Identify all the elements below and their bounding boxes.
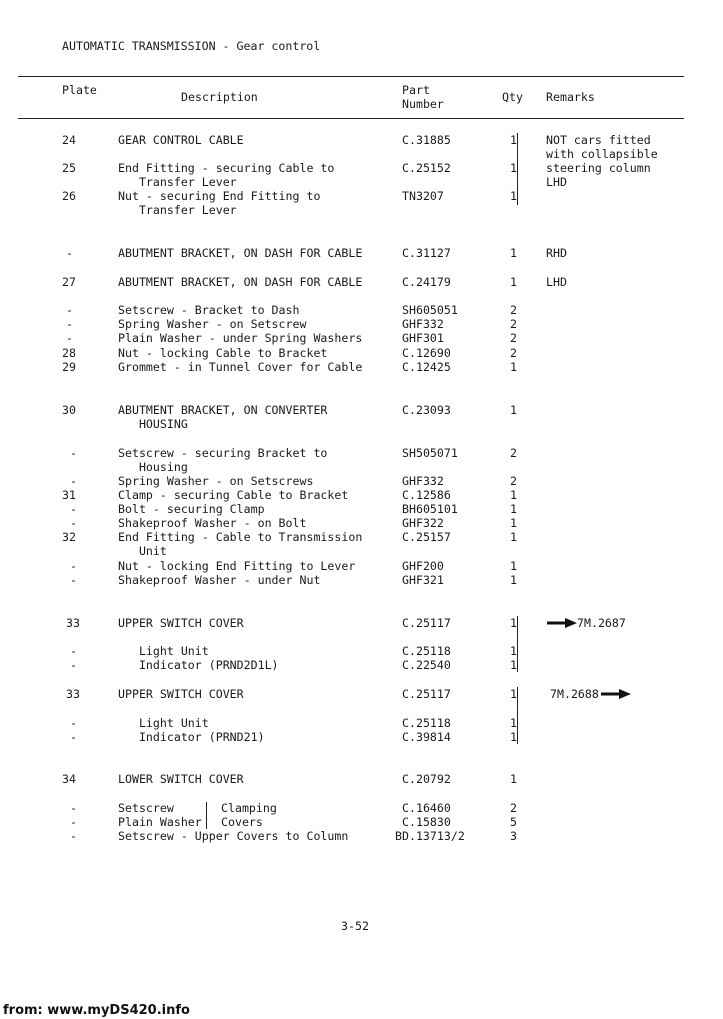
row-description: ABUTMENT BRACKET, ON DASH FOR CABLE	[118, 275, 363, 289]
bracket-line	[517, 133, 518, 205]
row-plate: 30	[62, 403, 76, 417]
row-part-number: C.12586	[402, 488, 451, 502]
row-plate: -	[66, 317, 73, 331]
row-description-cont: Transfer Lever	[118, 175, 237, 189]
row-description-cont: Housing	[118, 460, 188, 474]
row-plate: 26	[62, 189, 76, 203]
row-plate: -	[66, 303, 73, 317]
arrow-right-icon	[547, 618, 577, 628]
row-part-number: C.15830	[402, 815, 451, 829]
row-part-number: GHF321	[402, 573, 444, 587]
row-part-number: GHF322	[402, 516, 444, 530]
row-part-number: BD.13713/2	[395, 829, 465, 843]
row-qty: 2	[510, 346, 517, 360]
bracket-line	[517, 616, 518, 672]
row-part-number: C.22540	[402, 658, 451, 672]
row-part-number: C.24179	[402, 275, 451, 289]
clamping-note: Clamping	[221, 801, 277, 815]
row-qty: 1	[510, 658, 517, 672]
page-title: AUTOMATIC TRANSMISSION - Gear control	[62, 39, 321, 53]
row-description: Setscrew	[118, 801, 174, 815]
row-plate: -	[66, 246, 73, 260]
row-plate: 32	[62, 530, 76, 544]
row-plate: -	[70, 516, 77, 530]
row-plate: -	[70, 573, 77, 587]
clamping-divider	[206, 802, 207, 829]
row-part-number: GHF200	[402, 559, 444, 573]
row-part-number: SH505071	[402, 446, 458, 460]
row-description: Plain Washer	[118, 815, 202, 829]
row-part-number: C.39814	[402, 730, 451, 744]
row-description: ABUTMENT BRACKET, ON DASH FOR CABLE	[118, 246, 363, 260]
row-plate: -	[70, 446, 77, 460]
row-description: UPPER SWITCH COVER	[118, 616, 244, 630]
row-qty: 2	[510, 317, 517, 331]
row-qty: 1	[510, 644, 517, 658]
row-qty: 1	[510, 246, 517, 260]
row-description: Setscrew - Bracket to Dash	[118, 303, 300, 317]
row-remark: LHD	[546, 275, 567, 289]
header-qty: Qty	[502, 90, 523, 104]
row-description: Light Unit	[118, 716, 209, 730]
row-qty: 1	[510, 488, 517, 502]
row-plate: -	[70, 502, 77, 516]
row-qty: 2	[510, 303, 517, 317]
row-qty: 2	[510, 474, 517, 488]
row-description: LOWER SWITCH COVER	[118, 772, 244, 786]
header-top-rule	[18, 76, 684, 77]
row-description: Clamp - securing Cable to Bracket	[118, 488, 349, 502]
row-description: Indicator (PRND2D1L)	[118, 658, 279, 672]
row-plate: -	[70, 829, 77, 843]
row-description: Setscrew - Upper Covers to Column	[118, 829, 349, 843]
row-part-number: GHF332	[402, 317, 444, 331]
row-plate: 28	[62, 346, 76, 360]
row-remark: steering column	[546, 161, 651, 175]
row-plate: 33	[66, 616, 80, 630]
row-description: Bolt - securing Clamp	[118, 502, 265, 516]
arrow-right-icon	[601, 689, 631, 699]
row-part-number: C.31885	[402, 133, 451, 147]
row-qty: 1	[510, 403, 517, 417]
row-qty: 1	[510, 516, 517, 530]
row-plate: -	[70, 658, 77, 672]
row-remark: RHD	[546, 246, 567, 260]
row-plate: 29	[62, 360, 76, 374]
row-description: ABUTMENT BRACKET, ON CONVERTER	[118, 403, 328, 417]
row-plate: 31	[62, 488, 76, 502]
row-description: Nut - locking Cable to Bracket	[118, 346, 328, 360]
row-description: Shakeproof Washer - under Nut	[118, 573, 321, 587]
row-qty: 1	[510, 502, 517, 516]
row-part-number: SH605051	[402, 303, 458, 317]
row-description: End Fitting - Cable to Transmission	[118, 530, 363, 544]
row-plate: -	[70, 815, 77, 829]
row-plate: -	[70, 716, 77, 730]
row-plate: -	[70, 801, 77, 815]
row-plate: -	[70, 559, 77, 573]
row-description: GEAR CONTROL CABLE	[118, 133, 244, 147]
row-part-number: C.23093	[402, 403, 451, 417]
row-part-number: C.25118	[402, 716, 451, 730]
row-part-number: C.31127	[402, 246, 451, 260]
row-plate: -	[70, 474, 77, 488]
row-part-number: BH605101	[402, 502, 458, 516]
row-qty: 1	[510, 616, 517, 630]
row-description: Spring Washer - on Setscrews	[118, 474, 314, 488]
row-qty: 5	[510, 815, 517, 829]
row-part-number: C.25117	[402, 687, 451, 701]
header-description: Description	[181, 90, 258, 104]
row-qty: 1	[510, 687, 517, 701]
row-qty: 1	[510, 559, 517, 573]
row-description-cont: Unit	[118, 544, 167, 558]
row-qty: 1	[510, 189, 517, 203]
row-part-number: C.25152	[402, 161, 451, 175]
row-description: Setscrew - securing Bracket to	[118, 446, 328, 460]
row-description: Nut - securing End Fitting to	[118, 189, 321, 203]
row-remark: LHD	[546, 175, 567, 189]
row-description: Shakeproof Washer - on Bolt	[118, 516, 307, 530]
row-description: End Fitting - securing Cable to	[118, 161, 335, 175]
row-qty: 1	[510, 275, 517, 289]
page-number: 3-52	[341, 919, 369, 933]
row-qty: 1	[510, 772, 517, 786]
row-description-cont: Transfer Lever	[118, 203, 237, 217]
row-description: Grommet - in Tunnel Cover for Cable	[118, 360, 363, 374]
row-part-number: GHF332	[402, 474, 444, 488]
row-qty: 1	[510, 573, 517, 587]
row-description-cont: HOUSING	[118, 417, 188, 431]
row-description: UPPER SWITCH COVER	[118, 687, 244, 701]
row-qty: 2	[510, 801, 517, 815]
row-qty: 1	[510, 360, 517, 374]
clamping-note: Covers	[221, 815, 263, 829]
header-part-line1: Part	[402, 83, 430, 97]
row-plate: -	[66, 331, 73, 345]
row-plate: 24	[62, 133, 76, 147]
header-remarks: Remarks	[546, 90, 595, 104]
row-qty: 1	[510, 530, 517, 544]
header-bottom-rule	[18, 118, 684, 119]
row-part-number: C.25117	[402, 616, 451, 630]
row-plate: -	[70, 644, 77, 658]
row-qty: 1	[510, 730, 517, 744]
row-part-number: TN3207	[402, 189, 444, 203]
row-remark: 7M.2688	[550, 687, 599, 701]
row-plate: 27	[62, 275, 76, 289]
row-qty: 1	[510, 133, 517, 147]
row-description: Indicator (PRND21)	[118, 730, 265, 744]
row-description: Plain Washer - under Spring Washers	[118, 331, 363, 345]
row-qty: 1	[510, 716, 517, 730]
header-plate: Plate	[62, 83, 97, 97]
row-part-number: C.12425	[402, 360, 451, 374]
source-footer: from: www.myDS420.info	[3, 1003, 190, 1018]
row-remark: NOT cars fitted	[546, 133, 651, 147]
row-description: Spring Washer - on Setscrew	[118, 317, 307, 331]
row-plate: 25	[62, 161, 76, 175]
row-part-number: C.25157	[402, 530, 451, 544]
row-part-number: C.25118	[402, 644, 451, 658]
header-part-line2: Number	[402, 97, 444, 111]
row-remark: 7M.2687	[577, 616, 626, 630]
row-description: Nut - locking End Fitting to Lever	[118, 559, 356, 573]
row-qty: 2	[510, 331, 517, 345]
bracket-line	[517, 687, 518, 744]
row-plate: -	[70, 730, 77, 744]
row-part-number: C.20792	[402, 772, 451, 786]
row-qty: 2	[510, 446, 517, 460]
row-remark: with collapsible	[546, 147, 658, 161]
row-qty: 3	[510, 829, 517, 843]
row-qty: 1	[510, 161, 517, 175]
row-description: Light Unit	[118, 644, 209, 658]
row-plate: 33	[66, 687, 80, 701]
row-part-number: GHF301	[402, 331, 444, 345]
row-part-number: C.12690	[402, 346, 451, 360]
row-part-number: C.16460	[402, 801, 451, 815]
row-plate: 34	[62, 772, 76, 786]
